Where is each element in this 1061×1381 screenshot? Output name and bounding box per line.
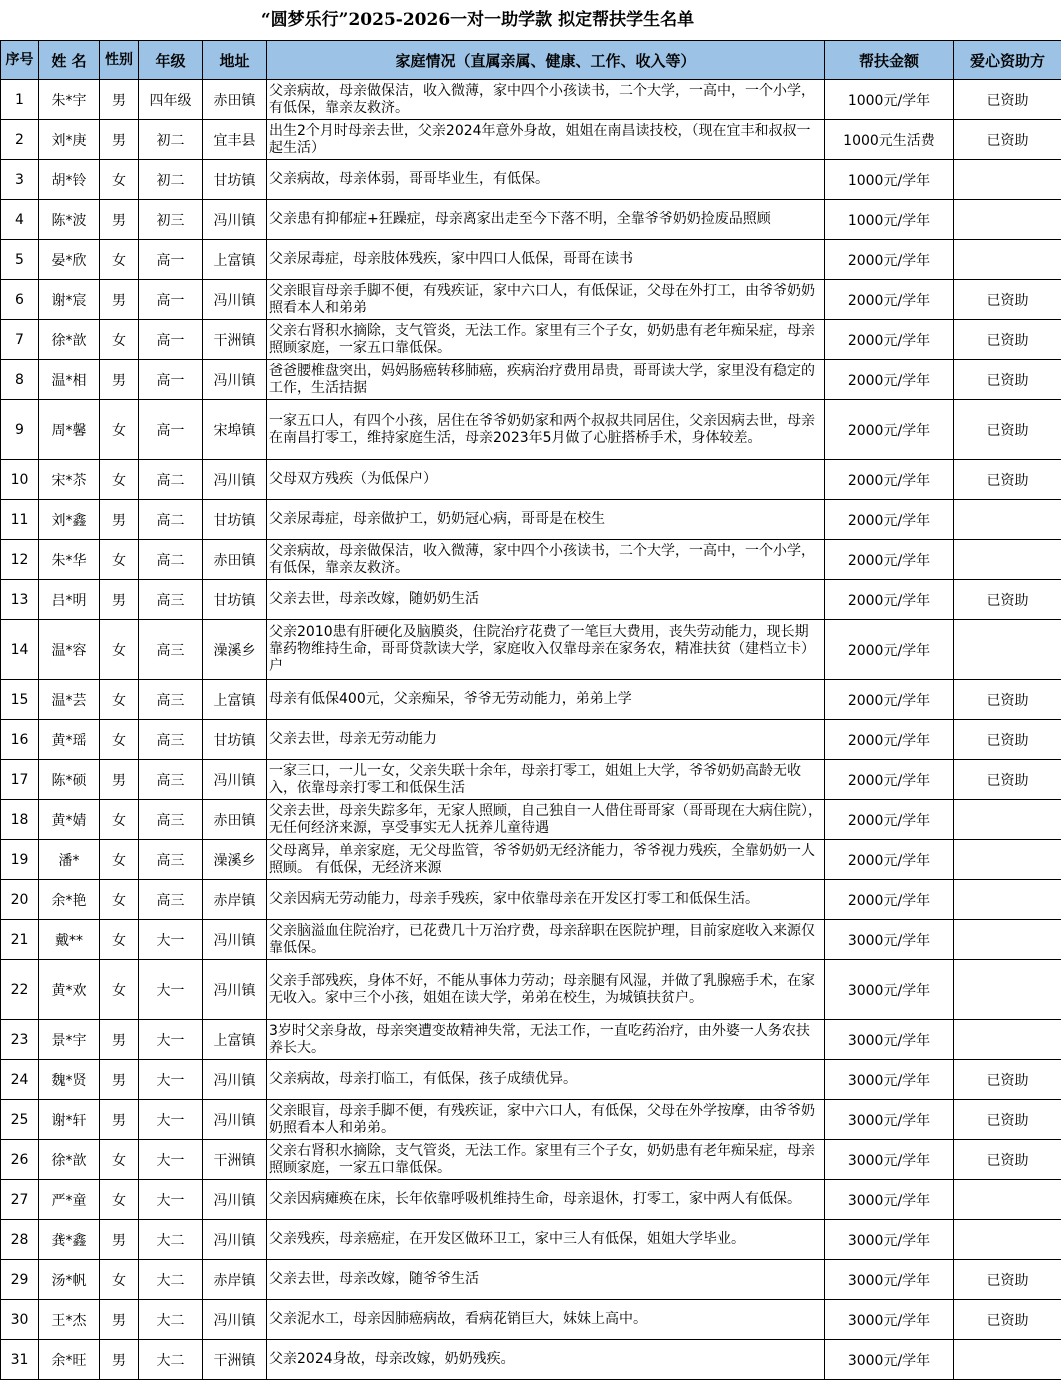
cell-sex: 女 <box>100 1180 139 1220</box>
cell-donor: 已资助 <box>954 680 1061 720</box>
cell-amount: 3000元/学年 <box>825 1140 954 1180</box>
cell-donor: 已资助 <box>954 460 1061 500</box>
cell-name: 吕*明 <box>39 580 100 620</box>
cell-address: 澡溪乡 <box>203 840 267 880</box>
cell-name: 谢*轩 <box>39 1100 100 1140</box>
table-row <box>1 620 1061 680</box>
cell-name: 严*童 <box>39 1180 100 1220</box>
cell-donor: 已资助 <box>954 1060 1061 1100</box>
cell-grade: 高三 <box>139 620 203 680</box>
cell-address: 冯川镇 <box>203 280 267 320</box>
cell-sex: 男 <box>100 500 139 540</box>
cell-amount: 3000元/学年 <box>825 1220 954 1260</box>
cell-amount: 3000元/学年 <box>825 1020 954 1060</box>
cell-sex: 女 <box>100 720 139 760</box>
cell-donor <box>954 880 1061 920</box>
cell-name: 景*宇 <box>39 1020 100 1060</box>
cell-donor: 已资助 <box>954 1100 1061 1140</box>
header-amount: 帮扶金额 <box>825 41 954 80</box>
cell-address: 冯川镇 <box>203 760 267 800</box>
cell-address: 甘坊镇 <box>203 160 267 200</box>
cell-address: 冯川镇 <box>203 460 267 500</box>
cell-family-situation: 父亲右肾积水摘除，支气管炎，无法工作。家里有三个子女，奶奶患有老年痴呆症，母亲照顾家庭，一家五口靠低保。 <box>267 1140 825 1180</box>
cell-sex: 男 <box>100 200 139 240</box>
header-address: 地址 <box>203 41 267 80</box>
cell-address: 冯川镇 <box>203 1100 267 1140</box>
cell-donor <box>954 240 1061 280</box>
cell-name: 刘*鑫 <box>39 500 100 540</box>
table-row <box>1 80 1061 120</box>
cell-amount: 2000元/学年 <box>825 580 954 620</box>
cell-family-situation: 父亲病故，母亲做保洁，收入微薄，家中四个小孩读书，二个大学，一高中，一个小学，有低保，靠亲友救济。 <box>267 540 825 580</box>
cell-family-situation: 3岁时父亲身故，母亲突遭变故精神失常，无法工作，一直吃药治疗，由外婆一人务农扶养长大。 <box>267 1020 825 1060</box>
cell-sex: 女 <box>100 320 139 360</box>
table-row <box>1 500 1061 540</box>
cell-family-situation: 父亲尿毒症，母亲做护工，奶奶冠心病，哥哥是在校生 <box>267 500 825 540</box>
cell-sex: 女 <box>100 540 139 580</box>
cell-seq: 10 <box>1 460 39 500</box>
cell-amount: 3000元/学年 <box>825 1060 954 1100</box>
cell-donor: 已资助 <box>954 320 1061 360</box>
cell-grade: 大一 <box>139 920 203 960</box>
cell-seq: 17 <box>1 760 39 800</box>
cell-address: 干洲镇 <box>203 1140 267 1180</box>
cell-amount: 2000元/学年 <box>825 320 954 360</box>
cell-grade: 大二 <box>139 1340 203 1380</box>
cell-family-situation: 父亲2010患有肝硬化及脑膜炎，住院治疗花费了一笔巨大费用，丧失劳动能力，现长期靠药物维持生命，哥哥贷款读大学，家庭收入仅靠母亲在家务农，精准扶贫（建档立卡）户 <box>267 620 825 680</box>
cell-address: 赤岸镇 <box>203 880 267 920</box>
table-row <box>1 1140 1061 1180</box>
cell-seq: 7 <box>1 320 39 360</box>
cell-name: 龚*鑫 <box>39 1220 100 1260</box>
cell-sex: 女 <box>100 620 139 680</box>
cell-address: 赤田镇 <box>203 80 267 120</box>
cell-seq: 9 <box>1 400 39 460</box>
table-row <box>1 720 1061 760</box>
cell-sex: 男 <box>100 360 139 400</box>
cell-sex: 男 <box>100 1300 139 1340</box>
table-row <box>1 680 1061 720</box>
cell-seq: 25 <box>1 1100 39 1140</box>
cell-family-situation: 父母离异，单亲家庭，无父母监管，爷爷奶奶无经济能力，爷爷视力残疾，全靠奶奶一人照顾。 有低保，无经济来源 <box>267 840 825 880</box>
cell-amount: 2000元/学年 <box>825 680 954 720</box>
cell-family-situation: 父亲眼盲母亲手脚不便，有残疾证，家中六口人，有低保证，父母在外打工，由爷爷奶奶照看本人和弟弟 <box>267 280 825 320</box>
cell-grade: 高三 <box>139 800 203 840</box>
cell-seq: 11 <box>1 500 39 540</box>
cell-amount: 2000元/学年 <box>825 620 954 680</box>
cell-family-situation: 父亲尿毒症，母亲肢体残疾，家中四口人低保，哥哥在读书 <box>267 240 825 280</box>
cell-family-situation: 父亲病故，母亲做保洁，收入微薄，家中四个小孩读书，二个大学，一高中，一个小学，有低保，靠亲友救济。 <box>267 80 825 120</box>
table-row <box>1 320 1061 360</box>
cell-seq: 28 <box>1 1220 39 1260</box>
table-row <box>1 960 1061 1020</box>
table-body <box>1 80 1061 1380</box>
table-row <box>1 1060 1061 1100</box>
cell-family-situation: 父亲去世，母亲失踪多年，无家人照顾，自己独自一人借住哥哥家（哥哥现在大病住院），无任何经济来源，享受事实无人抚养儿童待遇 <box>267 800 825 840</box>
cell-seq: 27 <box>1 1180 39 1220</box>
cell-seq: 26 <box>1 1140 39 1180</box>
cell-donor <box>954 800 1061 840</box>
cell-amount: 3000元/学年 <box>825 1260 954 1300</box>
cell-amount: 2000元/学年 <box>825 540 954 580</box>
cell-amount: 2000元/学年 <box>825 240 954 280</box>
cell-address: 冯川镇 <box>203 1220 267 1260</box>
cell-sex: 男 <box>100 1060 139 1100</box>
cell-family-situation: 父亲眼盲，母亲手脚不便，有残疾证，家中六口人，有低保，父母在外学按摩，由爷爷奶奶照看本人和弟弟。 <box>267 1100 825 1140</box>
cell-grade: 高一 <box>139 400 203 460</box>
cell-sex: 男 <box>100 760 139 800</box>
cell-address: 赤岸镇 <box>203 1260 267 1300</box>
cell-grade: 高三 <box>139 720 203 760</box>
cell-amount: 2000元/学年 <box>825 760 954 800</box>
table-row <box>1 1340 1061 1380</box>
cell-seq: 15 <box>1 680 39 720</box>
table-row <box>1 580 1061 620</box>
cell-name: 余*艳 <box>39 880 100 920</box>
cell-donor: 已资助 <box>954 80 1061 120</box>
cell-amount: 3000元/学年 <box>825 1340 954 1380</box>
cell-family-situation: 父亲患有抑郁症+狂躁症，母亲离家出走至今下落不明，全靠爷爷奶奶捡废品照顾 <box>267 200 825 240</box>
cell-name: 黄*欢 <box>39 960 100 1020</box>
cell-name: 陈*硕 <box>39 760 100 800</box>
cell-name: 温*相 <box>39 360 100 400</box>
cell-sex: 女 <box>100 880 139 920</box>
cell-sex: 女 <box>100 920 139 960</box>
cell-grade: 大二 <box>139 1260 203 1300</box>
cell-name: 朱*宇 <box>39 80 100 120</box>
cell-name: 温*芸 <box>39 680 100 720</box>
cell-name: 潘* <box>39 840 100 880</box>
header-donor: 爱心资助方 <box>954 41 1061 80</box>
cell-name: 刘*庚 <box>39 120 100 160</box>
cell-sex: 女 <box>100 680 139 720</box>
cell-family-situation: 一家五口人，有四个小孩，居住在爷爷奶奶家和两个叔叔共同居住，父亲因病去世，母亲在南昌打零工，维持家庭生活，母亲2023年5月做了心脏搭桥手术，身体较差。 <box>267 400 825 460</box>
cell-family-situation: 父亲去世，母亲改嫁，随奶奶生活 <box>267 580 825 620</box>
cell-sex: 女 <box>100 160 139 200</box>
cell-sex: 男 <box>100 80 139 120</box>
cell-seq: 8 <box>1 360 39 400</box>
header-row <box>1 41 1061 80</box>
cell-name: 戴** <box>39 920 100 960</box>
cell-donor <box>954 1020 1061 1060</box>
cell-donor: 已资助 <box>954 720 1061 760</box>
student-list-table <box>0 40 1061 1380</box>
cell-sex: 女 <box>100 800 139 840</box>
table-row <box>1 460 1061 500</box>
cell-name: 谢*宸 <box>39 280 100 320</box>
cell-family-situation: 母亲有低保400元，父亲痴呆，爷爷无劳动能力，弟弟上学 <box>267 680 825 720</box>
cell-family-situation: 父亲去世，母亲无劳动能力 <box>267 720 825 760</box>
cell-sex: 男 <box>100 1100 139 1140</box>
cell-donor: 已资助 <box>954 760 1061 800</box>
cell-name: 汤*帆 <box>39 1260 100 1300</box>
cell-grade: 四年级 <box>139 80 203 120</box>
cell-name: 温*容 <box>39 620 100 680</box>
cell-seq: 30 <box>1 1300 39 1340</box>
cell-address: 上富镇 <box>203 680 267 720</box>
table-row <box>1 1260 1061 1300</box>
cell-grade: 高二 <box>139 540 203 580</box>
cell-name: 王*杰 <box>39 1300 100 1340</box>
cell-grade: 高一 <box>139 360 203 400</box>
cell-seq: 3 <box>1 160 39 200</box>
cell-family-situation: 父亲残疾，母亲癌症，在开发区做环卫工，家中三人有低保，姐姐大学毕业。 <box>267 1220 825 1260</box>
cell-family-situation: 父亲右肾积水摘除，支气管炎，无法工作。家里有三个子女，奶奶患有老年痴呆症，母亲照顾家庭，一家五口靠低保。 <box>267 320 825 360</box>
cell-donor: 已资助 <box>954 580 1061 620</box>
table-row <box>1 120 1061 160</box>
cell-name: 徐*歆 <box>39 1140 100 1180</box>
cell-seq: 23 <box>1 1020 39 1060</box>
cell-sex: 女 <box>100 240 139 280</box>
cell-donor: 已资助 <box>954 1260 1061 1300</box>
cell-donor <box>954 1180 1061 1220</box>
cell-donor <box>954 1220 1061 1260</box>
cell-donor: 已资助 <box>954 360 1061 400</box>
cell-donor <box>954 960 1061 1020</box>
cell-donor: 已资助 <box>954 1300 1061 1340</box>
cell-family-situation: 父亲去世，母亲改嫁，随爷爷生活 <box>267 1260 825 1300</box>
cell-seq: 31 <box>1 1340 39 1380</box>
cell-name: 晏*欣 <box>39 240 100 280</box>
cell-amount: 1000元/学年 <box>825 200 954 240</box>
table-row <box>1 160 1061 200</box>
cell-address: 宋埠镇 <box>203 400 267 460</box>
cell-donor <box>954 1340 1061 1380</box>
cell-sex: 男 <box>100 1020 139 1060</box>
cell-family-situation: 父母双方残疾（为低保户） <box>267 460 825 500</box>
table-row <box>1 1100 1061 1140</box>
cell-sex: 男 <box>100 280 139 320</box>
cell-amount: 2000元/学年 <box>825 280 954 320</box>
table-row <box>1 840 1061 880</box>
cell-amount: 3000元/学年 <box>825 1100 954 1140</box>
cell-sex: 女 <box>100 840 139 880</box>
cell-amount: 3000元/学年 <box>825 1300 954 1340</box>
cell-grade: 高一 <box>139 240 203 280</box>
cell-seq: 22 <box>1 960 39 1020</box>
cell-seq: 1 <box>1 80 39 120</box>
cell-address: 冯川镇 <box>203 920 267 960</box>
cell-donor <box>954 540 1061 580</box>
cell-address: 干洲镇 <box>203 1340 267 1380</box>
cell-family-situation: 出生2个月时母亲去世，父亲2024年意外身故，姐姐在南昌读技校，（现在宜丰和叔叔一起生活） <box>267 120 825 160</box>
cell-grade: 大一 <box>139 1100 203 1140</box>
cell-grade: 高三 <box>139 760 203 800</box>
table-row <box>1 1020 1061 1060</box>
cell-donor <box>954 620 1061 680</box>
cell-family-situation: 父亲病故，母亲打临工，有低保，孩子成绩优异。 <box>267 1060 825 1100</box>
table-row <box>1 240 1061 280</box>
table-row <box>1 1180 1061 1220</box>
cell-family-situation: 父亲病故，母亲体弱，哥哥毕业生，有低保。 <box>267 160 825 200</box>
table-row <box>1 880 1061 920</box>
cell-seq: 24 <box>1 1060 39 1100</box>
table-row <box>1 760 1061 800</box>
cell-address: 甘坊镇 <box>203 580 267 620</box>
cell-seq: 12 <box>1 540 39 580</box>
cell-grade: 大一 <box>139 960 203 1020</box>
cell-grade: 大一 <box>139 1140 203 1180</box>
cell-name: 徐*歆 <box>39 320 100 360</box>
cell-grade: 高二 <box>139 460 203 500</box>
cell-seq: 14 <box>1 620 39 680</box>
cell-grade: 大一 <box>139 1180 203 1220</box>
cell-address: 甘坊镇 <box>203 500 267 540</box>
cell-address: 干洲镇 <box>203 320 267 360</box>
cell-seq: 20 <box>1 880 39 920</box>
cell-amount: 3000元/学年 <box>825 920 954 960</box>
table-row <box>1 800 1061 840</box>
cell-grade: 大二 <box>139 1220 203 1260</box>
cell-donor <box>954 840 1061 880</box>
header-seq: 序号 <box>1 41 39 80</box>
cell-seq: 29 <box>1 1260 39 1300</box>
header-grade: 年级 <box>139 41 203 80</box>
cell-address: 宜丰县 <box>203 120 267 160</box>
cell-address: 上富镇 <box>203 240 267 280</box>
cell-address: 上富镇 <box>203 1020 267 1060</box>
cell-name: 周*馨 <box>39 400 100 460</box>
cell-seq: 18 <box>1 800 39 840</box>
cell-amount: 1000元生活费 <box>825 120 954 160</box>
cell-sex: 男 <box>100 580 139 620</box>
cell-donor: 已资助 <box>954 400 1061 460</box>
cell-address: 冯川镇 <box>203 1180 267 1220</box>
cell-grade: 高三 <box>139 840 203 880</box>
cell-family-situation: 父亲因病瘫痪在床，长年依靠呼吸机维持生命，母亲退休，打零工，家中两人有低保。 <box>267 1180 825 1220</box>
cell-sex: 女 <box>100 1260 139 1300</box>
cell-grade: 初二 <box>139 120 203 160</box>
cell-amount: 2000元/学年 <box>825 800 954 840</box>
cell-grade: 高三 <box>139 680 203 720</box>
cell-grade: 大一 <box>139 1020 203 1060</box>
cell-name: 宋*苶 <box>39 460 100 500</box>
cell-family-situation: 一家三口，一儿一女，父亲失联十余年，母亲打零工，姐姐上大学，爷爷奶奶高龄无收入，依靠母亲打零工和低保生活 <box>267 760 825 800</box>
cell-amount: 2000元/学年 <box>825 500 954 540</box>
cell-amount: 3000元/学年 <box>825 1180 954 1220</box>
cell-address: 冯川镇 <box>203 360 267 400</box>
cell-donor: 已资助 <box>954 1140 1061 1180</box>
document-title: “圆梦乐行”2025-2026一对一助学款 拟定帮扶学生名单 <box>260 10 695 30</box>
cell-address: 冯川镇 <box>203 960 267 1020</box>
cell-amount: 2000元/学年 <box>825 400 954 460</box>
cell-address: 赤田镇 <box>203 540 267 580</box>
table-row <box>1 920 1061 960</box>
cell-seq: 6 <box>1 280 39 320</box>
cell-amount: 2000元/学年 <box>825 460 954 500</box>
cell-amount: 1000元/学年 <box>825 80 954 120</box>
cell-address: 冯川镇 <box>203 1300 267 1340</box>
header-family-situation: 家庭情况（直属亲属、健康、工作、收入等） <box>267 41 825 80</box>
table-row <box>1 400 1061 460</box>
cell-grade: 高三 <box>139 580 203 620</box>
cell-family-situation: 父亲脑溢血住院治疗，已花费几十万治疗费，母亲辞职在医院护理，目前家庭收入来源仅靠低保。 <box>267 920 825 960</box>
cell-grade: 大一 <box>139 1060 203 1100</box>
cell-name: 黄*婧 <box>39 800 100 840</box>
cell-sex: 女 <box>100 960 139 1020</box>
cell-seq: 13 <box>1 580 39 620</box>
cell-family-situation: 父亲2024身故，母亲改嫁，奶奶残疾。 <box>267 1340 825 1380</box>
cell-donor: 已资助 <box>954 120 1061 160</box>
cell-seq: 4 <box>1 200 39 240</box>
cell-name: 胡*铃 <box>39 160 100 200</box>
cell-donor <box>954 200 1061 240</box>
cell-sex: 男 <box>100 1340 139 1380</box>
cell-name: 魏*贤 <box>39 1060 100 1100</box>
table-row <box>1 1220 1061 1260</box>
cell-donor: 已资助 <box>954 280 1061 320</box>
cell-grade: 高一 <box>139 280 203 320</box>
table-row <box>1 1300 1061 1340</box>
cell-name: 余*旺 <box>39 1340 100 1380</box>
cell-amount: 2000元/学年 <box>825 720 954 760</box>
cell-seq: 5 <box>1 240 39 280</box>
cell-sex: 女 <box>100 400 139 460</box>
cell-family-situation: 父亲因病无劳动能力，母亲手残疾，家中依靠母亲在开发区打零工和低保生活。 <box>267 880 825 920</box>
table-row <box>1 360 1061 400</box>
cell-grade: 大二 <box>139 1300 203 1340</box>
header-sex: 性别 <box>100 41 139 80</box>
cell-donor <box>954 920 1061 960</box>
cell-grade: 高一 <box>139 320 203 360</box>
cell-amount: 1000元/学年 <box>825 160 954 200</box>
cell-sex: 男 <box>100 1220 139 1260</box>
table-row <box>1 200 1061 240</box>
cell-seq: 21 <box>1 920 39 960</box>
cell-name: 陈*波 <box>39 200 100 240</box>
cell-family-situation: 父亲泥水工，母亲因肺癌病故，看病花销巨大，妹妹上高中。 <box>267 1300 825 1340</box>
cell-sex: 女 <box>100 1140 139 1180</box>
cell-amount: 3000元/学年 <box>825 960 954 1020</box>
cell-name: 黄*瑶 <box>39 720 100 760</box>
cell-donor <box>954 160 1061 200</box>
cell-amount: 2000元/学年 <box>825 360 954 400</box>
cell-seq: 19 <box>1 840 39 880</box>
cell-address: 冯川镇 <box>203 1060 267 1100</box>
cell-seq: 2 <box>1 120 39 160</box>
cell-seq: 16 <box>1 720 39 760</box>
cell-grade: 初二 <box>139 160 203 200</box>
cell-sex: 男 <box>100 120 139 160</box>
cell-name: 朱*华 <box>39 540 100 580</box>
cell-sex: 女 <box>100 460 139 500</box>
cell-family-situation: 爸爸腰椎盘突出，妈妈肠癌转移肺癌，疾病治疗费用昂贵，哥哥读大学，家里没有稳定的工作，生活拮据 <box>267 360 825 400</box>
cell-donor <box>954 500 1061 540</box>
cell-grade: 高三 <box>139 880 203 920</box>
cell-address: 冯川镇 <box>203 200 267 240</box>
cell-address: 澡溪乡 <box>203 620 267 680</box>
cell-grade: 高二 <box>139 500 203 540</box>
cell-address: 赤田镇 <box>203 800 267 840</box>
cell-family-situation: 父亲手部残疾，身体不好，不能从事体力劳动；母亲腿有风湿，并做了乳腺癌手术，在家无收入。家中三个小孩，姐姐在读大学，弟弟在校生，为城镇扶贫户。 <box>267 960 825 1020</box>
table-row <box>1 540 1061 580</box>
cell-amount: 2000元/学年 <box>825 840 954 880</box>
cell-grade: 初三 <box>139 200 203 240</box>
cell-amount: 2000元/学年 <box>825 880 954 920</box>
table-row <box>1 280 1061 320</box>
header-name: 姓 名 <box>39 41 100 80</box>
cell-address: 甘坊镇 <box>203 720 267 760</box>
